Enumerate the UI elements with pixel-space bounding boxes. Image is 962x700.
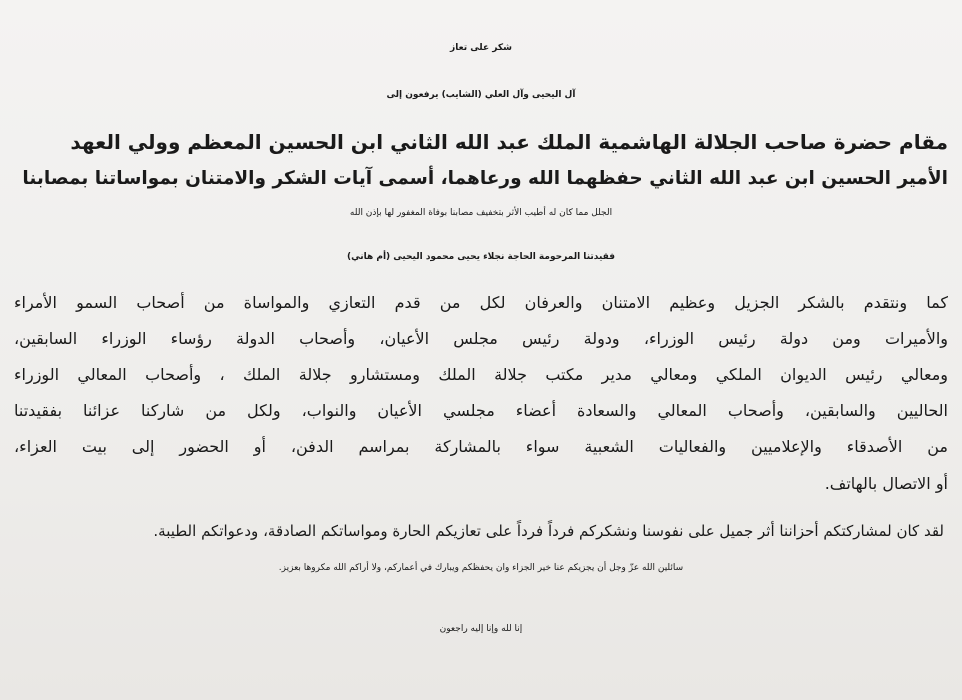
gratitude-line: لقد كان لمشاركتكم أحزاننا أثر جميل على نفوسنا ونشكركم فرداً فرداً على تعازيكم الحارة ومواساتكم الصادقة، ودعواتكم الطيبة.	[153, 522, 944, 540]
body-line-5: من الأصدقاء والإعلاميين والفعاليات الشعبية سواء بالمشاركة بمراسم الدفن، أو الحضور إلى بيت العزاء،	[14, 437, 948, 456]
deceased-name: فقيدتنا المرحومة الحاجة نجلاء يحيى محمود اليحيى (أم هاني)	[347, 252, 615, 262]
body-line-1: كما ونتقدم بالشكر الجزيل وعظيم الامتنان والعرفان لكل من قدم التعازي والمواساة من أصحاب السمو الأمراء	[14, 293, 948, 312]
body-line-3: ومعالي رئيس الديوان الملكي ومعالي مدير مكتب جلالة الملك ومستشارو جلالة الملك ، وأصحاب المعالي الوزراء	[14, 365, 948, 384]
body-line-2: والأميرات ومن دولة رئيس الوزراء، ودولة رئيس مجلس الأعيان، وأصحاب الدولة رؤساء الوزراء السابقين،	[14, 329, 948, 348]
notice-title: شكر على تعاز	[450, 43, 512, 53]
royal-address-line-1: مقام حضرة صاحب الجلالة الهاشمية الملك عبد الله الثاني ابن الحسين المعظم وولي العهد	[70, 130, 948, 154]
royal-address-line-2: الأمير الحسين ابن عبد الله الثاني حفظهما الله ورعاهما، أسمى آيات الشكر والامتنان بمواساتنا بمصابنا	[22, 168, 948, 189]
families-line: آل اليحيى وآل العلي (الشايب) يرفعون إلى	[386, 90, 576, 100]
royal-address-line-3: الجلل مما كان له أطيب الأثر بتخفيف مصابنا بوفاة المغفور لها بإذن الله	[349, 208, 613, 218]
prayer-line: سائلين الله عزّ وجل أن يجزيكم عنا خير الجزاء وان يحفظكم ويبارك في أعماركم، ولا أراكم الله مكروها بعزيز.	[278, 563, 684, 573]
body-line-4: الحاليين والسابقين، وأصحاب المعالي والسعادة أعضاء مجلسي الأعيان والنواب، ولكل من شاركنا عزائنا بفقيدتنا	[14, 401, 948, 420]
closing-verse: إنا لله وإنا إليه راجعون	[439, 624, 523, 634]
body-line-6: أو الاتصال بالهاتف.	[824, 474, 948, 493]
